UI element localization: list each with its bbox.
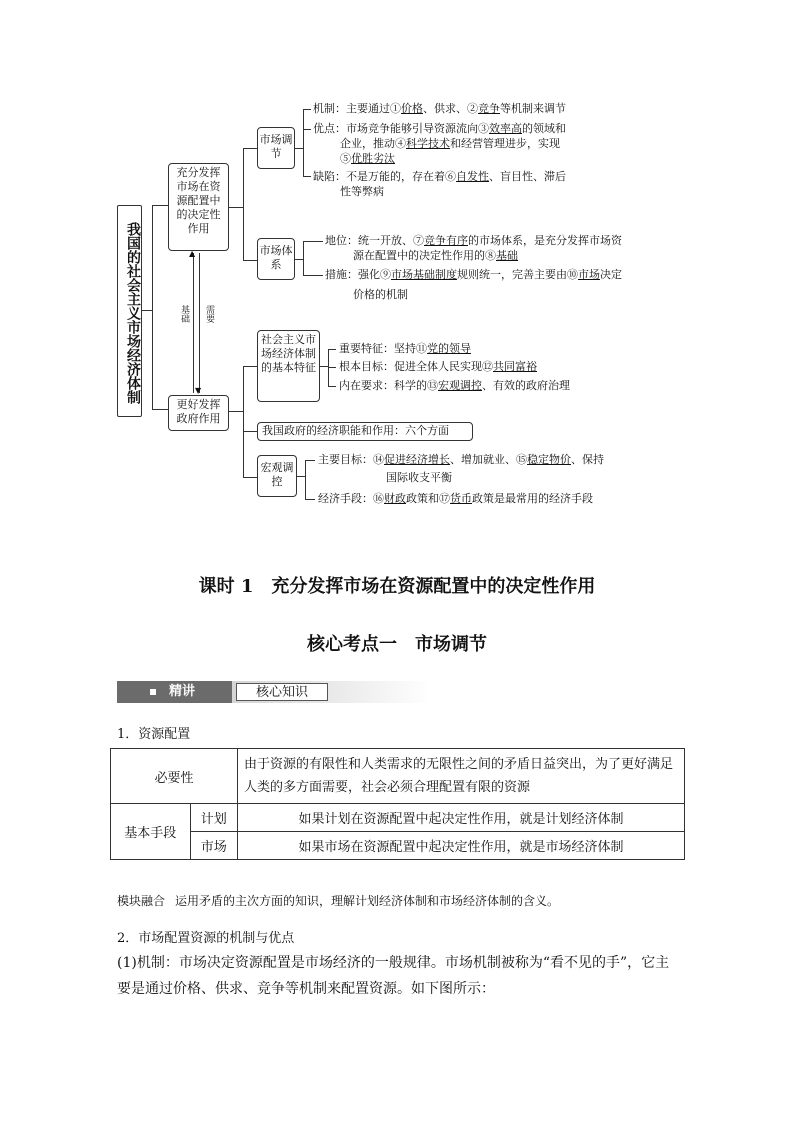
table-row-label: 必要性 [111, 749, 238, 804]
connector [243, 148, 257, 149]
connector [295, 148, 303, 149]
macro-goal-line-2: 国际收支平衡 [386, 471, 452, 484]
connector [297, 476, 305, 477]
connector [303, 109, 304, 176]
macro-control-node: 宏观调控 [257, 455, 297, 497]
connector [295, 259, 303, 260]
connector [303, 275, 323, 276]
table-row-label: 基本手段 [111, 804, 191, 860]
connector [229, 411, 243, 412]
root-node: 我国的社会主义市场经济体制 [117, 205, 142, 417]
macro-means-line: 经济手段：⑯财政政策和⑰货币政策是最常用的经济手段 [318, 492, 593, 505]
connector [328, 386, 336, 387]
mechanism-line: 机制：主要通过①价格、供求、②竞争等机制来调节 [313, 102, 566, 115]
defect-line-2: 性等弊病 [340, 185, 384, 198]
defect-line-1: 缺陷：不是万能的，存在着⑥自发性、盲目性、滞后 [313, 170, 566, 183]
feature-line-3: 内在要求：科学的⑬宏观调控、有效的政府治理 [339, 379, 570, 392]
module-label: 模块融合 [117, 894, 166, 908]
connector [229, 207, 243, 208]
table-cell: 由于资源的有限性和人类需求的无限性之间的矛盾日益突出，为了更好满足人类的多方面需要，社会必须合理配置有限的资源 [238, 749, 685, 804]
need-arrow-line [199, 253, 200, 393]
macro-goal-line-1: 主要目标：⑭促进经济增长、增加就业、⑮稳定物价、保持 [318, 453, 604, 466]
module-text: 运用矛盾的主次方面的知识，理解计划经济体制和市场经济体制的含义。 [175, 894, 560, 908]
feature-line-2: 根本目标：促进全体人民实现⑫共同富裕 [339, 360, 537, 373]
lecture-tag: 精讲 [117, 681, 232, 703]
connector [152, 205, 153, 409]
arrow-down-icon: ▼ [195, 386, 202, 395]
connector [152, 409, 168, 410]
core-knowledge-label: 核心知识 [236, 683, 328, 701]
measure-line-1: 措施：强化⑨市场基础制度规则统一，完善主要由⑩市场决定 [325, 268, 622, 281]
module-note [117, 892, 559, 909]
arrow-up-icon: ▲ [189, 249, 196, 258]
basic-features-node: 社会主义市场经济体制的基本特征 [257, 330, 320, 402]
market-system-node: 市场体系 [257, 238, 295, 280]
connector [243, 477, 257, 478]
connector [152, 205, 168, 206]
connector [303, 176, 311, 177]
connector [243, 148, 244, 260]
table-cell: 如果计划在资源配置中起决定性作用，就是计划经济体制 [238, 804, 685, 832]
advantage-line-3: ⑤优胜劣汰 [340, 152, 395, 165]
connector [303, 241, 323, 242]
advantage-line-1: 优点：市场竞争能够引导资源流向③效率高的领域和 [313, 122, 566, 135]
market-regulation-node: 市场调节 [257, 127, 295, 169]
connector [328, 367, 336, 368]
resource-allocation-table [110, 748, 685, 860]
connector [328, 349, 336, 350]
government-role-node: 更好发挥政府作用 [168, 395, 229, 431]
status-line-1: 地位：统一开放、⑦竞争有序的市场体系，是充分发挥市场资 [325, 234, 622, 247]
basis-arrow-line [193, 253, 194, 393]
connector [320, 366, 328, 367]
lesson-title: 课时 1 充分发挥市场在资源配置中的决定性作用 [198, 576, 596, 597]
table-sub-label: 市场 [190, 832, 237, 860]
decisive-role-node: 充分发挥市场在资源配置中的决定性作用 [168, 163, 229, 251]
connector [303, 241, 304, 275]
connector [305, 499, 315, 500]
advantage-line-2: 企业，推动④科学技术和经营管理进步，实现 [340, 137, 560, 150]
square-bullet-icon [150, 689, 156, 695]
connector [142, 310, 152, 311]
connector [305, 460, 306, 499]
section-title: 核心考点一 市场调节 [307, 634, 487, 655]
connector [305, 460, 315, 461]
connector [303, 109, 311, 110]
need-label: 需要 [204, 305, 214, 323]
feature-line-1: 重要特征：坚持⑪党的领导 [339, 342, 471, 355]
connector [243, 366, 244, 477]
section-2-heading: 2．市场配置资源的机制与优点 [117, 931, 295, 946]
connector [303, 129, 311, 130]
table-cell: 如果市场在资源配置中起决定性作用，就是市场经济体制 [238, 832, 685, 860]
connector [243, 366, 257, 367]
status-line-2: 源在配置中的决定性作用的⑧基础 [353, 249, 518, 262]
measure-line-2: 价格的机制 [353, 288, 408, 301]
table-sub-label: 计划 [190, 804, 237, 832]
connector [243, 260, 257, 261]
economic-functions-node: 我国政府的经济职能和作用：六个方面 [257, 422, 473, 441]
section-2-paragraph: (1)机制：市场决定资源配置是市场经济的一般规律。市场机制被称为“看不见的手”，它主要是通过价格、供求、竞争等机制来配置资源。如下图所示： [117, 955, 670, 997]
connector [243, 431, 257, 432]
basis-label: 基础 [179, 305, 189, 323]
section-1-heading: 1．资源配置 [117, 727, 191, 742]
